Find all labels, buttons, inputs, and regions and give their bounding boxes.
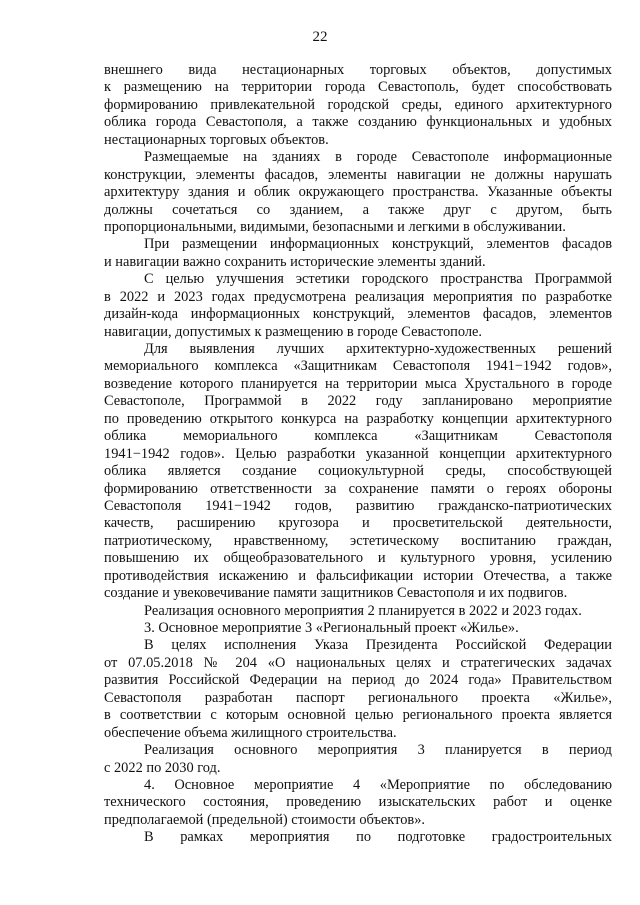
text-line: 3. Основное мероприятие 3 «Региональный проект «Жилье».: [144, 620, 519, 636]
text-line: повышению их общеобразовательного и культурного уровня, усилению: [104, 550, 612, 567]
text-line: мемориального комплекса «Защитникам Севастополя 1941−1942 годов»,: [104, 358, 612, 375]
text-line: и навигации важно сохранить исторические элементы зданий.: [104, 253, 486, 270]
text-line: формированию ответственности за сохранение памяти о героях обороны: [104, 480, 612, 497]
text-line: развития Российской Федерации на период до 2024 года» Правительством: [104, 672, 612, 689]
text-line: В целях исполнения Указа Президента Российской Федерации: [144, 637, 612, 654]
text-line: Реализация основного мероприятия 2 планируется в 2022 и 2023 годах.: [144, 602, 582, 619]
page-number: 22: [312, 29, 328, 45]
text-line: 1941−1942 годов». Целью разработки указанной концепции архитектурного: [104, 445, 612, 462]
text-line: 4. Основное мероприятие 4 «Мероприятие по обследованию: [144, 776, 612, 793]
text-line: В рамках мероприятия по подготовке градостроительных: [144, 829, 612, 846]
text-line: облика мемориального комплекса «Защитникам Севастополя: [104, 428, 612, 445]
text-line: патриотическому, нравственному, эстетическому воспитанию граждан,: [104, 532, 612, 549]
text-line: внешнего вида нестационарных торговых объектов, допустимых: [104, 62, 612, 78]
text-line: Размещаемые на зданиях в городе Севастополе информационные: [144, 149, 612, 166]
text-line: Реализация основного мероприятия 3 планируется в период: [144, 742, 612, 759]
text-line: При размещении информационных конструкций, элементов фасадов: [144, 236, 612, 253]
text-line: Для выявления лучших архитектурно-художественных решений: [144, 341, 612, 357]
text-line: к размещению на территории города Севастополь, будет способствовать: [104, 79, 612, 96]
text-line: дизайн-кода информационных конструкций, элементов фасадов, элементов: [104, 306, 612, 323]
text-line: архитектуру здания и облик окружающего пространства. Указанные объекты: [104, 184, 612, 201]
text-line: с 2022 по 2030 год.: [104, 759, 221, 776]
text-line: Севастополе, Программой в 2022 году запланировано мероприятие: [104, 393, 612, 410]
text-line: качеств, расширению кругозора и просветительской деятельности,: [104, 515, 612, 532]
text-line: пропорциональными, видимыми, безопасными и легкими в обслуживании.: [104, 218, 566, 235]
text-line: Севастополя 1941−1942 годов, развитию гражданско-патриотических: [104, 497, 612, 514]
text-line: в 2022 и 2023 годах предусмотрена реализация мероприятия по разработке: [104, 288, 612, 305]
text-line: конструкции, элементы фасадов, элементы навигации не должны нарушать: [104, 166, 612, 183]
text-line: противодействия искажению и фальсификации истории Отечества, а также: [104, 567, 612, 584]
text-line: нестационарных торговых объектов.: [104, 131, 329, 148]
text-line: предполагаемой (предельной) стоимости объектов».: [104, 811, 425, 828]
text-line: должны сочетаться со зданием, а также друг с другом, быть: [104, 201, 612, 218]
text-line: создание и увековечивание памяти защитников Севастополя и их подвигов.: [104, 585, 568, 602]
text-line: Севастополя разработан паспорт регионального проекта «Жилье»,: [104, 689, 612, 706]
text-line: в соответствии с которым основной целью регионального проекта является: [104, 707, 612, 724]
text-line: формированию привлекательной городской среды, единого архитектурного: [104, 96, 612, 113]
text-line: от 07.05.2018 № 204 «О национальных целях и стратегических задачах: [104, 654, 612, 671]
text-line: облика является создание социокультурной среды, способствующей: [104, 463, 612, 480]
text-line: С целью улучшения эстетики городского пространства Программой: [144, 271, 612, 288]
text-line: облика города Севастополя, а также созданию функциональных и удобных: [104, 114, 612, 131]
text-line: обеспечение объема жилищного строительства.: [104, 724, 397, 741]
text-line: технического состояния, проведению изыскательских работ и оценке: [104, 794, 612, 811]
body-text: [104, 62, 612, 847]
text-line: по проведению открытого конкурса на разработку концепции архитектурного: [104, 410, 612, 427]
text-line: навигации, допустимых к размещению в городе Севастополе.: [104, 323, 483, 340]
text-line: возведение которого планируется на территории мыса Хрустального в городе: [104, 375, 612, 392]
